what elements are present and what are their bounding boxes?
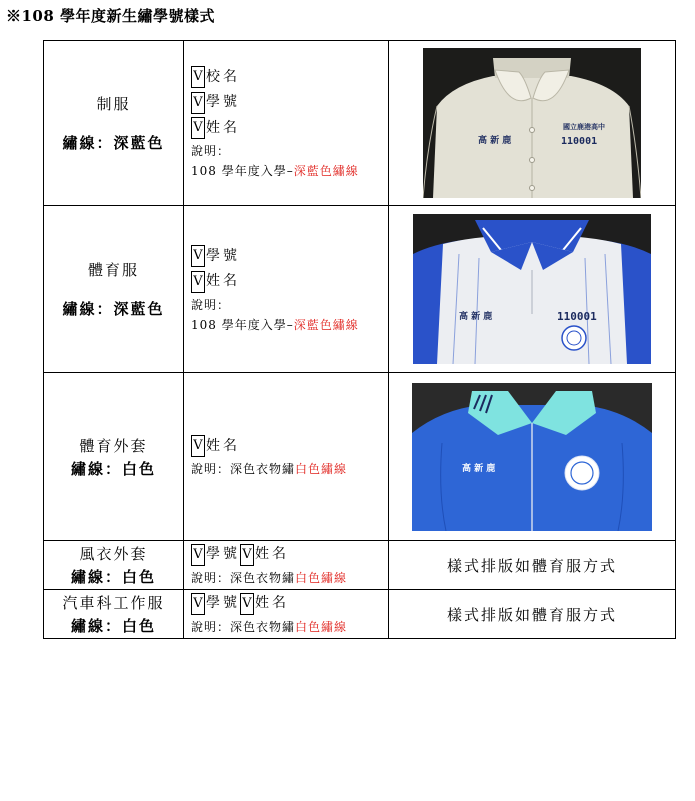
check-box: V [240, 544, 254, 566]
pe-shirt-photo [413, 214, 651, 364]
option-label: 學號 [206, 247, 240, 264]
option-line [191, 90, 388, 116]
table-row [44, 41, 676, 206]
check-box: V [191, 245, 205, 267]
photo-cell [389, 41, 676, 206]
option-label: 姓名 [206, 437, 240, 454]
option-label: 姓名 [206, 119, 240, 136]
option-line [191, 269, 388, 295]
check-box: V [191, 544, 205, 566]
note-label: 說明： [191, 297, 231, 312]
thread-color: 繡線：白色 [70, 459, 156, 478]
option-label: 姓名 [255, 546, 289, 563]
photo-school-text: 國立鹿港高中 [563, 122, 605, 131]
same-style-text: 樣式排版如體育服方式 [389, 590, 676, 639]
note-text: 說明：深色衣物繡白色繡線 [191, 570, 348, 585]
option-label: 校名 [206, 68, 240, 85]
option-line [191, 116, 388, 142]
item-name: 風衣外套 [79, 545, 148, 563]
option-line [191, 591, 388, 617]
table-row [44, 373, 676, 541]
option-label: 姓名 [255, 595, 289, 612]
check-box: V [240, 593, 254, 615]
note-red-text: 深藍色繡線 [293, 164, 359, 179]
note-red-text: 白色繡線 [295, 619, 348, 634]
options-cell [184, 590, 389, 639]
note-red-text: 白色繡線 [295, 462, 348, 477]
option-label: 學號 [206, 94, 240, 111]
options-cell [184, 541, 389, 590]
note-text: 108 學年度入學–深藍色繡線 [191, 317, 359, 332]
item-name: 體育服 [87, 261, 139, 279]
page-title: ※108 學年度新生繡學號樣式 [6, 7, 216, 25]
note-label: 說明： [191, 144, 231, 159]
photo-name-text: 高 新 鹿 [478, 136, 512, 146]
option-line [191, 244, 388, 270]
note-text: 說明：深色衣物繡白色繡線 [191, 462, 348, 477]
note-red-text: 白色繡線 [295, 570, 348, 585]
note-red-text: 深藍色繡線 [293, 317, 359, 332]
option-line [191, 65, 388, 91]
photo-name-text: 高 新 鹿 [462, 463, 496, 474]
item-name: 體育外套 [79, 436, 148, 455]
uniform-photo [423, 48, 641, 198]
item-cell [44, 41, 184, 206]
photo-name-text: 高 新 鹿 [459, 312, 493, 322]
embroidery-table [43, 40, 676, 639]
item-cell [44, 590, 184, 639]
option-line [191, 434, 388, 460]
thread-color: 繡線：深藍色 [62, 300, 165, 318]
check-box: V [191, 593, 205, 615]
check-box: V [191, 117, 205, 139]
item-cell [44, 541, 184, 590]
table-row [44, 590, 676, 639]
option-label: 學號 [206, 546, 240, 563]
thread-color: 繡線：白色 [70, 617, 156, 635]
option-label: 姓名 [206, 273, 240, 289]
option-label: 學號 [206, 595, 240, 612]
item-cell [44, 206, 184, 373]
check-box: V [191, 271, 205, 293]
photo-number-text: 110001 [557, 310, 597, 323]
thread-color: 繡線：深藍色 [62, 134, 165, 152]
note-text: 說明：深色衣物繡白色繡線 [191, 619, 348, 634]
note-text: 108 學年度入學–深藍色繡線 [191, 164, 359, 179]
thread-color: 繡線：白色 [70, 568, 156, 586]
photo-number-text: 110001 [561, 136, 598, 147]
item-name: 制服 [96, 95, 131, 113]
photo-cell [389, 206, 676, 373]
options-cell [184, 41, 389, 206]
option-line [191, 542, 388, 568]
jacket-photo [412, 383, 652, 531]
options-cell [184, 373, 389, 541]
check-box: V [191, 66, 205, 88]
table-row [44, 206, 676, 373]
item-cell [44, 373, 184, 541]
photo-cell [389, 373, 676, 541]
item-name: 汽車科工作服 [62, 594, 165, 612]
same-style-text: 樣式排版如體育服方式 [389, 541, 676, 590]
check-box: V [191, 92, 205, 114]
options-cell [184, 206, 389, 373]
table-row [44, 541, 676, 590]
check-box: V [191, 435, 205, 457]
